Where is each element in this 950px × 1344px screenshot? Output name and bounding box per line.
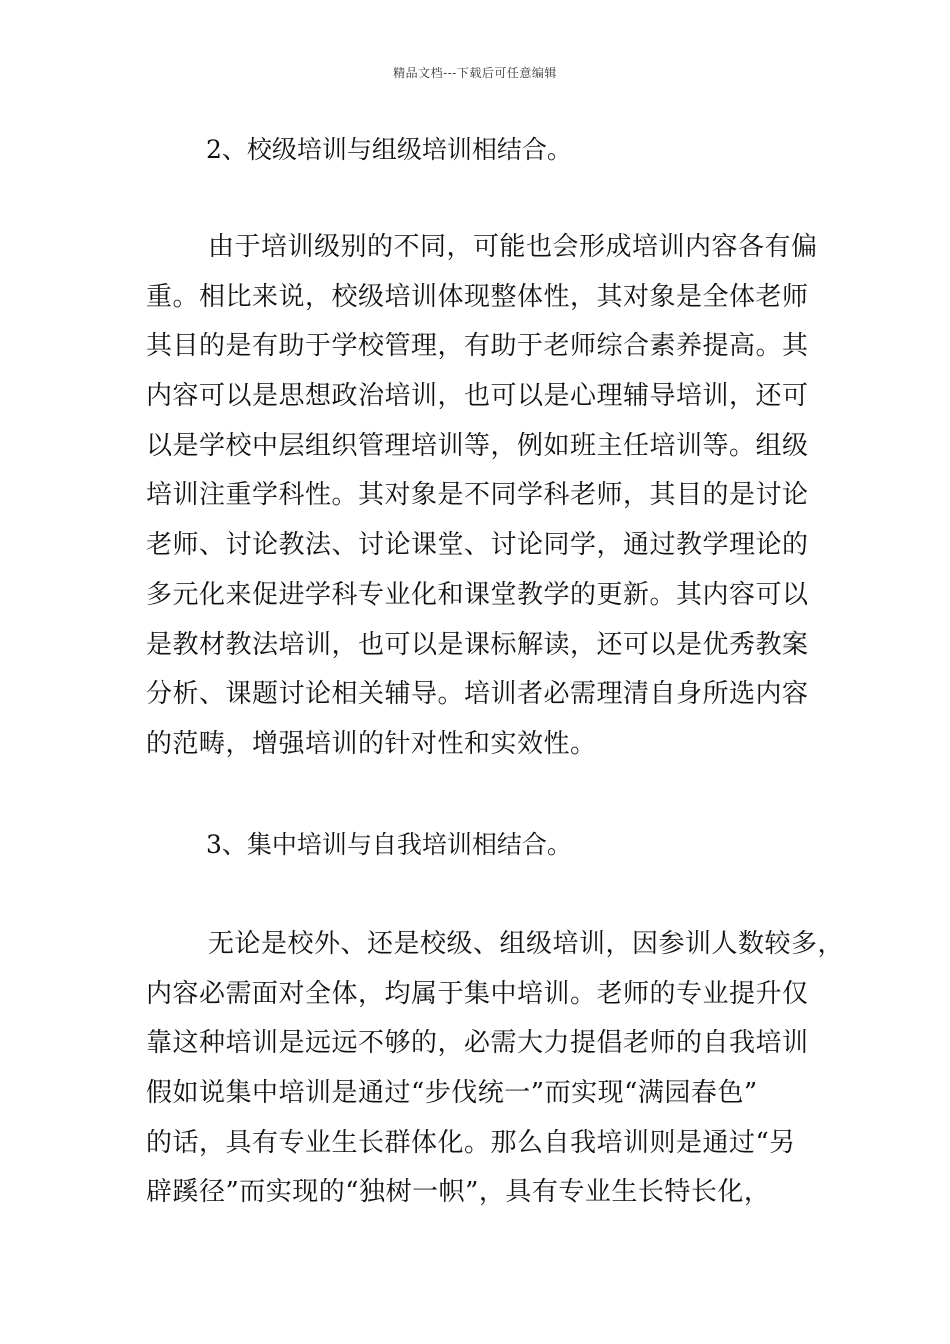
section-3-heading: 3、集中培训与自我培训相结合。 (206, 830, 572, 859)
paragraph-line: 无论是校外、还是校级、组级培训，因参训人数较多， (208, 929, 845, 959)
paragraph-line: 培训注重学科性。其对象是不同学科老师，其目的是讨论 (146, 480, 809, 511)
paragraph-line: 重。相比来说，校级培训体现整体性，其对象是全体老师 (146, 281, 809, 312)
paragraph-line: 老师、讨论教法、讨论课堂、讨论同学，通过教学理论的 (146, 530, 809, 561)
paragraph-line: 靠这种培训是远远不够的，必需大力提倡老师的自我培训 (146, 1028, 809, 1059)
paragraph-line: 由于培训级别的不同，可能也会形成培训内容各有偏 (208, 232, 818, 262)
paragraph-line: 分析、课题讨论相关辅导。培训者必需理清自身所选内容 (146, 679, 809, 710)
section-3-paragraph (146, 920, 845, 1218)
paragraph-line: 辟蹊径”而实现的“独树一帜”，具有专业生长特长化， (146, 1177, 771, 1208)
section-2-heading: 2、校级培训与组级培训相结合。 (206, 135, 572, 164)
page-header: 精品文档---下载后可任意编辑 (393, 66, 557, 80)
paragraph-line: 假如说集中培训是通过“步伐统一”而实现“满园春色” (146, 1078, 758, 1109)
paragraph-line: 是教材教法培训，也可以是课标解读，还可以是优秀教案 (146, 629, 809, 660)
section-2-paragraph (146, 223, 826, 770)
paragraph-line: 多元化来促进学科专业化和课堂教学的更新。其内容可以 (146, 579, 809, 610)
paragraph-line: 以是学校中层组织管理培训等，例如班主任培训等。组级 (146, 430, 809, 461)
paragraph-line: 的话，具有专业生长群体化。那么自我培训则是通过“另 (146, 1127, 796, 1158)
paragraph-line: 内容必需面对全体，均属于集中培训。老师的专业提升仅 (146, 978, 809, 1009)
paragraph-line: 内容可以是思想政治培训，也可以是心理辅导培训，还可 (146, 381, 809, 412)
paragraph-line: 其目的是有助于学校管理，有助于老师综合素养提高。其 (146, 331, 809, 362)
paragraph-line: 的范畴，增强培训的针对性和实效性。 (146, 728, 597, 759)
